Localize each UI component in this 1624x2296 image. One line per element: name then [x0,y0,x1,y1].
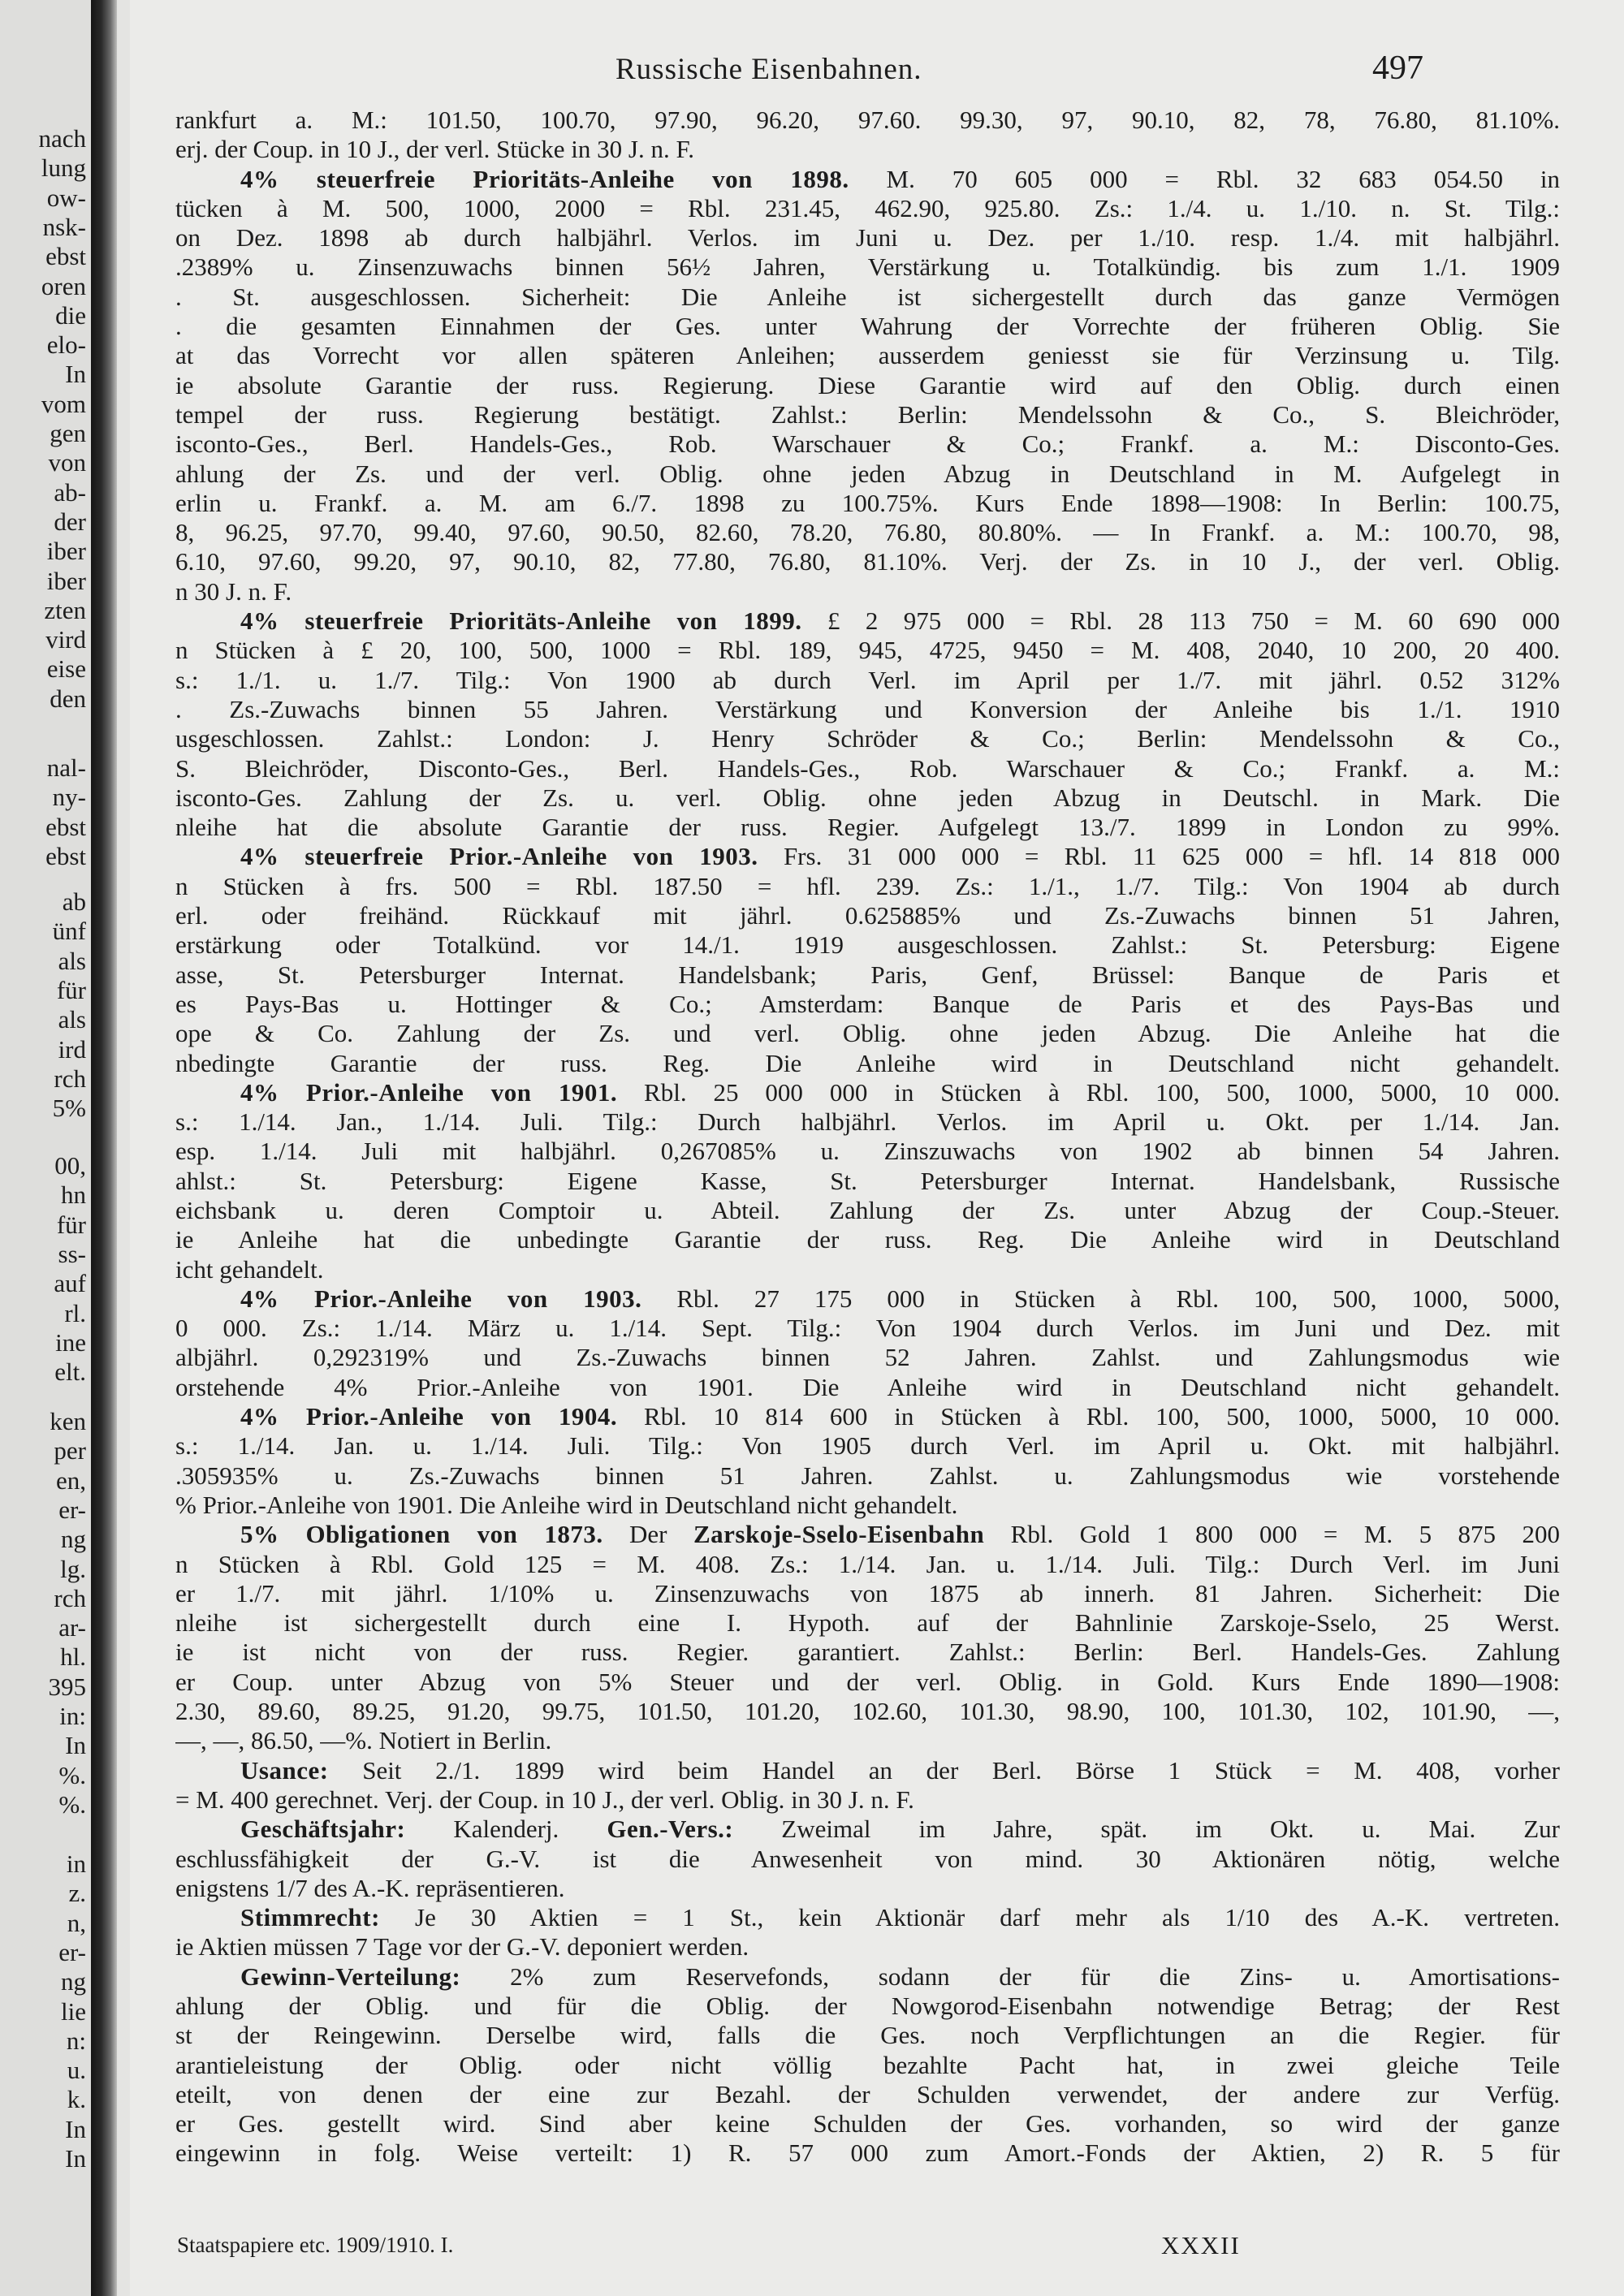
footer-sheet-number: XXXII [1161,2231,1241,2259]
text-run: ahlung der Zs. und der verl. Oblig. ohne jeden Abzug in Deutschland in M. Aufgelegt in [175,459,1560,488]
text-line [175,165,1560,194]
heading-run: 4% [240,1077,279,1107]
text-run: s.: 1./14. Jan., 1./14. Juli. Tilg.: Durch halbjährl. Verlos. im April u. Okt. per 1./14. Jan. [175,1107,1560,1137]
margin-fragment: lg. [60,1554,86,1583]
margin-fragment: ny- [52,783,86,812]
margin-fragment: lung [41,153,86,183]
heading-run: steuerfreie Prioritäts-Anleihe von 1898. [279,164,849,193]
text-run: % Prior.-Anleihe von 1901. Die Anleihe wird in Deutschland nicht gehandelt. [175,1490,958,1519]
text-run: ie ist nicht von der russ. Regier. garantiert. Zahlst.: Berlin: Berl. Handels-Ges. Zahlung [175,1638,1560,1667]
text-line [175,283,1560,312]
text-run: erstärkung oder Totalkünd. vor 14./1. 1919 ausgeschlossen. Zahlst.: St. Petersburg: Eigene [175,930,1560,960]
margin-fragment: en, [55,1465,86,1495]
text-run: ahlst.: St. Petersburg: Eigene Kasse, St. Petersburger Internat. Handelsbank, Russische [175,1166,1560,1195]
text-line [175,1049,1560,1078]
heading-run: 4% [240,1284,279,1313]
text-run: n Stücken à Rbl. Gold 125 = M. 408. Zs.: 1./14. Jan. u. 1./14. Juli. Tilg.: Durch Verl. im Juni [175,1549,1560,1578]
text-line [175,1167,1560,1196]
text-line [175,990,1560,1019]
text-run: Rbl. 25 000 000 in Stücken à Rbl. 100, 500, 1000, 5000, 10 000. [617,1077,1560,1107]
text-run: eichsbank u. deren Comptoir u. Abteil. Zahlung der Zs. unter Abzug der Coup.-Steuer. [175,1195,1560,1224]
margin-fragment: ebst [45,812,86,841]
text-run: nbedingte Garantie der russ. Reg. Die Anleihe wird in Deutschland nicht gehandelt. [175,1048,1560,1077]
text-line [175,312,1560,341]
margin-fragment: rch [54,1583,86,1612]
margin-fragment: ird [58,1034,86,1064]
text-line [175,1520,1560,1549]
margin-fragment: In [65,1731,86,1760]
text-run: Rbl. 27 175 000 in Stücken à Rbl. 100, 500, 1000, 5000, [641,1284,1560,1313]
margin-fragment: ebst [45,841,86,870]
text-line [175,1284,1560,1314]
heading-run: 4% [240,606,279,636]
text-line [175,1373,1560,1402]
margin-fragment: 395 [48,1672,86,1701]
text-run: erl. oder freihänd. Rückkauf mit jährl. 0.625885% und Zs.-Zuwachs binnen 51 Jahren, [175,901,1560,930]
margin-fragment: hl. [60,1642,86,1672]
text-run: ie Aktien müssen 7 Tage vor der G.-V. deponiert werden. [175,1932,749,1962]
text-line [175,429,1560,459]
text-line [175,1225,1560,1254]
text-run: Je 30 Aktien = 1 St., kein Aktionär darf mehr als 1/10 des A.-K. vertreten. [379,1903,1560,1932]
text-line [175,783,1560,813]
margin-fragment: 00, [54,1151,86,1180]
heading-run: steuerfreie Prior.-Anleihe von 1903. [279,842,758,871]
text-run: er Ges. gestellt wird. Sind aber keine Schulden der Ges. vorhanden, so wird der ganze [175,2109,1560,2138]
text-run: es Pays-Bas u. Hottinger & Co.; Amsterdam: Banque de Paris et des Pays-Bas und [175,989,1560,1018]
text-line [175,960,1560,990]
margin-fragment: ab [62,887,86,916]
text-line [175,1107,1560,1137]
text-run: 2% zum Reservefonds, sodann der für die Zins- u. Amortisations- [460,1962,1560,1991]
margin-fragment: ar- [58,1613,86,1642]
margin-fragment: als [58,1005,86,1034]
text-line [175,135,1560,164]
text-run: = M. 400 gerechnet. Verj. der Coup. in 10 J., der verl. Oblig. in 30 J. n. F. [175,1785,914,1814]
margin-fragment: zten [44,595,86,624]
text-line [175,2080,1560,2109]
heading-run: Prior.-Anleihe von 1903. [279,1284,642,1313]
text-line [175,1402,1560,1431]
text-line [175,223,1560,252]
footer-signature: Staatspapiere etc. 1909/1910. I. [177,2233,454,2257]
text-line [175,901,1560,930]
margin-fragment: n, [67,1908,86,1937]
text-run: .2389% u. Zinsenzuwachs binnen 56½ Jahren, Verstärkung u. Totalkündig. bis zum 1./1. 1909 [175,252,1560,282]
text-line [175,371,1560,400]
text-run: M. 70 605 000 = Rbl. 32 683 054.50 in [849,164,1560,193]
text-run: ie absolute Garantie der russ. Regierung. Diese Garantie wird auf den Oblig. durch einen [175,370,1560,399]
margin-fragment: rl. [64,1298,86,1327]
text-line [175,1726,1560,1755]
margin-fragment: ken [50,1407,86,1435]
text-line [175,842,1560,871]
text-run: 0 000. Zs.: 1./14. März u. 1./14. Sept. Tilg.: Von 1904 durch Verlos. im Juni und Dez. mit [175,1314,1560,1343]
running-header: Russische Eisenbahnen. [615,53,922,86]
text-line [175,1078,1560,1107]
text-run: isconto-Ges., Berl. Handels-Ges., Rob. Warschauer & Co.; Frankf. a. M.: Disconto-Ges. [175,429,1560,459]
text-run: Rbl. 10 814 600 in Stücken à Rbl. 100, 500, 1000, 5000, 10 000. [617,1402,1560,1431]
heading-run: steuerfreie Prioritäts-Anleihe von 1899. [279,606,802,636]
text-line [175,341,1560,370]
margin-fragment: rch [54,1064,86,1093]
text-run: Frs. 31 000 000 = Rbl. 11 625 000 = hfl. 14 818 000 [758,842,1560,871]
body-text [175,106,1560,2169]
text-line [175,1992,1560,2021]
margin-fragment: ss- [58,1239,86,1268]
document-page [130,0,1624,2296]
text-run: £ 2 975 000 = Rbl. 28 113 750 = M. 60 690 000 [801,606,1560,636]
margin-fragment: %. [58,1789,86,1819]
margin-fragment: iber [46,537,86,566]
text-line [175,1668,1560,1697]
text-run: —, —, 86.50, —%. Notiert in Berlin. [175,1726,552,1755]
text-run: enigstens 1/7 des A.-K. repräsentieren. [175,1873,565,1902]
text-line [175,400,1560,429]
text-run: 6.10, 97.60, 99.20, 97, 90.10, 82, 77.80, 76.80, 81.10%. Verj. der Zs. in 10 J., der verl. Oblig. [175,547,1560,576]
heading-run: Prior.-Anleihe von 1901. [279,1077,618,1107]
text-line [175,1845,1560,1874]
margin-fragment: n: [66,2026,86,2055]
text-run: n 30 J. n. F. [175,576,292,606]
margin-fragment: 5% [52,1094,86,1123]
margin-fragment: als [58,946,86,975]
text-line [175,1491,1560,1520]
text-run: 8, 96.25, 97.70, 99.40, 97.60, 90.50, 82.60, 78.20, 76.80, 80.80%. — In Frankf. a. M.: 100.70, 98, [175,518,1560,547]
margin-fragment: eise [46,654,86,684]
text-line [175,2138,1560,2168]
margin-fragment: In [65,2114,86,2143]
text-run: rankfurt a. M.: 101.50, 100.70, 97.90, 96.20, 97.60. 99.30, 97, 90.10, 82, 78, 76.80, 81.10%. [175,106,1560,134]
margin-fragment: ow- [46,183,86,212]
margin-fragment: ab- [54,477,86,507]
text-run: usgeschlossen. Zahlst.: London: J. Henry Schröder & Co.; Berlin: Mendelssohn & Co., [175,724,1560,753]
text-line [175,1461,1560,1491]
text-run: er Coup. unter Abzug von 5% Steuer und der verl. Oblig. in Gold. Kurs Ende 1890—1908: [175,1667,1560,1696]
text-line [175,1550,1560,1579]
text-line [175,1314,1560,1343]
margin-fragment: In [65,2144,86,2173]
text-line [175,194,1560,223]
text-run: n Stücken à frs. 500 = Rbl. 187.50 = hfl. 239. Zs.: 1./1., 1./7. Tilg.: Von 1904 ab durch [175,871,1560,900]
heading-run: 4% [240,164,279,193]
margin-fragment: u. [67,2056,86,2085]
margin-fragment: hn [61,1180,86,1210]
margin-fragment: nal- [46,753,86,782]
text-run: ie Anleihe hat die unbedingte Garantie der russ. Reg. Die Anleihe wird in Deutschland [175,1225,1560,1254]
text-line [175,1815,1560,1844]
margin-fragment: elt. [54,1357,86,1387]
text-line [175,1608,1560,1638]
text-line [175,518,1560,547]
margin-fragment: In [65,360,86,389]
text-line [175,1903,1560,1932]
margin-fragment: er- [58,1937,86,1966]
text-run: Zweimal im Jahre, spät. im Okt. u. Mai. Zur [733,1815,1560,1844]
text-line [175,1431,1560,1461]
text-line [175,1579,1560,1608]
margin-fragment: ünf [52,917,86,946]
text-line [175,1343,1560,1372]
heading-run: Obligationen von 1873. [279,1520,603,1549]
text-run: Kalenderj. [405,1815,607,1844]
text-run: eschlussfähigkeit der G.-V. ist die Anwesenheit von mind. 30 Aktionären nötig, welche [175,1844,1560,1873]
text-line [175,606,1560,636]
text-run: Rbl. Gold 1 800 000 = M. 5 875 200 [984,1520,1560,1549]
margin-fragment: vird [45,625,86,654]
text-line [175,1756,1560,1785]
margin-fragment: k. [67,2085,86,2114]
margin-fragment: der [54,507,86,536]
text-run: erj. der Coup. in 10 J., der verl. Stücke in 30 J. n. F. [175,135,694,164]
text-run: arantieleistung der Oblig. oder nicht völlig bezahlte Pacht hat, in zwei gleiche Teile [175,2050,1560,2079]
margin-fragment: iber [46,566,86,595]
text-line [175,489,1560,518]
text-run: st der Reingewinn. Derselbe wird, falls die Ges. noch Verpflichtungen an die Regier. für [175,2021,1560,2050]
heading-run: Gewinn-Verteilung: [240,1962,461,1991]
text-run: orstehende 4% Prior.-Anleihe von 1901. Die Anleihe wird in Deutschland nicht gehandelt. [175,1372,1560,1401]
text-line [175,930,1560,960]
text-line [175,1785,1560,1815]
margin-fragment: ebst [45,242,86,271]
text-run: eingewinn in folg. Weise verteilt: 1) R. 57 000 zum Amort.-Fonds der Aktien, 2) R. 5 für [175,2138,1560,2168]
heading-run: 5% [240,1520,279,1549]
text-line [175,252,1560,282]
text-run: S. Bleichröder, Disconto-Ges., Berl. Handels-Ges., Rob. Warschauer & Co.; Frankf. a. M.: [175,753,1560,783]
margin-fragment: ng [61,1967,86,1996]
text-run: . die gesamten Einnahmen der Ges. unter Wahrung der Vorrechte der früheren Oblig. Sie [175,312,1560,341]
text-run: s.: 1./1. u. 1./7. Tilg.: Von 1900 ab durch Verl. im April per 1./7. mit jährl. 0.52 312% [175,665,1560,694]
margin-fragment: gen [50,419,86,447]
margin-fragment: elo- [46,330,86,360]
heading-run: Geschäftsjahr: [240,1815,406,1844]
text-run: tücken à M. 500, 1000, 2000 = Rbl. 231.45, 462.90, 925.80. Zs.: 1./4. u. 1./10. n. St. Tilg.: [175,193,1560,222]
text-line [175,1196,1560,1225]
text-run: Seit 2./1. 1899 wird beim Handel an der Berl. Börse 1 Stück = M. 408, vorher [328,1755,1560,1785]
text-line [175,2051,1560,2080]
text-line [175,577,1560,606]
margin-fragment: vom [41,389,86,418]
text-run: ope & Co. Zahlung der Zs. und verl. Oblig. ohne jeden Abzug. Die Anleihe hat die [175,1019,1560,1048]
heading-run: 4% [240,842,279,871]
margin-fragment: z. [68,1879,86,1908]
margin-fragment: oren [41,271,86,300]
text-run: er 1./7. mit jährl. 1/10% u. Zinsenzuwachs von 1875 ab innerh. 81 Jahren. Sicherheit: Die [175,1578,1560,1608]
text-run: on Dez. 1898 ab durch halbjährl. Verlos. im Juni u. Dez. per 1./10. resp. 1./4. mit halbjährl. [175,223,1560,252]
book-gutter-shadow [91,0,117,2296]
text-run: erlin u. Frankf. a. M. am 6./7. 1898 zu 100.75%. Kurs Ende 1898—1908: In Berlin: 100.75, [175,488,1560,517]
text-run: esp. 1./14. Juli mit halbjährl. 0,267085% u. Zinszuwachs von 1902 ab binnen 54 Jahren. [175,1137,1560,1166]
text-run: isconto-Ges. Zahlung der Zs. u. verl. Oblig. ohne jeden Abzug in Deutschl. in Mark. Die [175,783,1560,812]
text-line [175,636,1560,665]
text-line [175,724,1560,753]
margin-fragment: er- [58,1495,86,1524]
text-run: at das Vorrecht vor allen späteren Anleihen; ausserdem geniesst sie für Verzinsung u. Tilg. [175,341,1560,370]
text-run: nleihe ist sichergestellt durch eine I. Hypoth. auf der Bahnlinie Zarskoje-Sselo, 25 Werst. [175,1608,1560,1638]
text-run: ahlung der Oblig. und für die Oblig. der Nowgorod-Eisenbahn notwendige Betrag; der Rest [175,1992,1560,2020]
previous-page-edge [0,0,91,2296]
heading-run: Zarskoje-Sselo-Eisenbahn [693,1520,985,1549]
margin-fragment: in [66,1849,86,1878]
text-line [175,1019,1560,1048]
text-line [175,1932,1560,1962]
margin-fragment: für [56,975,86,1004]
margin-fragment: nach [38,124,86,153]
text-line [175,2109,1560,2138]
text-line [175,872,1560,901]
text-line [175,1962,1560,1992]
text-run: nleihe hat die absolute Garantie der russ. Regier. Aufgelegt 13./7. 1899 in London zu 99%. [175,813,1560,842]
text-run: 2.30, 89.60, 89.25, 91.20, 99.75, 101.50, 101.20, 102.60, 101.30, 98.90, 100, 101.30, 102, 101.90, —, [175,1697,1560,1726]
text-run: asse, St. Petersburger Internat. Handelsbank; Paris, Genf, Brüssel: Banque de Paris et [175,960,1560,989]
text-line [175,460,1560,489]
text-run: tempel der russ. Regierung bestätigt. Zahlst.: Berlin: Mendelssohn & Co., S. Bleichröder, [175,399,1560,429]
text-run: icht gehandelt. [175,1254,324,1284]
margin-fragment: den [50,684,86,713]
text-run: eteilt, von denen der eine zur Bezahl. der Schulden verwendet, der andere zur Verfüg. [175,2079,1560,2108]
text-run: . Zs.-Zuwachs binnen 55 Jahren. Verstärkung und Konversion der Anleihe bis 1./1. 1910 [175,694,1560,723]
heading-run: 4% [240,1402,279,1431]
text-line [175,547,1560,576]
text-run: . St. ausgeschlossen. Sicherheit: Die Anleihe ist sichergestellt durch das ganze Vermögen [175,282,1560,311]
text-run: .305935% u. Zs.-Zuwachs binnen 51 Jahren. Zahlst. u. Zahlungsmodus wie vorstehende [175,1461,1560,1490]
margin-fragment: die [55,300,86,330]
text-run: n Stücken à £ 20, 100, 500, 1000 = Rbl. 189, 945, 4725, 9450 = M. 408, 2040, 10 200, 20 400. [175,636,1560,665]
text-line [175,666,1560,695]
text-line [175,695,1560,724]
text-line [175,1137,1560,1166]
heading-run: Gen.-Vers.: [607,1815,734,1844]
text-line [175,1255,1560,1284]
margin-fragment: von [48,448,86,477]
text-line [175,1638,1560,1667]
margin-fragment: auf [54,1269,86,1298]
margin-fragment: ine [55,1327,86,1357]
text-line [175,813,1560,842]
margin-fragment: ng [61,1525,86,1554]
margin-fragment: nsk- [42,212,86,241]
margin-fragment: lie [61,1996,86,2026]
text-run: s.: 1./14. Jan. u. 1./14. Juli. Tilg.: Von 1905 durch Verl. im April u. Okt. mit halbjährl. [175,1431,1560,1461]
margin-fragment: per [54,1436,86,1465]
margin-fragment: %. [58,1760,86,1789]
heading-run: Stimmrecht: [240,1903,380,1932]
margin-fragment: für [56,1210,86,1239]
text-run: albjährl. 0,292319% und Zs.-Zuwachs binnen 52 Jahren. Zahlst. und Zahlungsmodus wie [175,1343,1560,1372]
page-number: 497 [1372,50,1423,87]
margin-fragment: in: [59,1702,86,1730]
text-line [175,1697,1560,1726]
heading-run: Usance: [240,1755,329,1785]
text-line [175,2021,1560,2050]
heading-run: Prior.-Anleihe von 1904. [279,1402,618,1431]
text-run: Der [603,1520,693,1549]
text-line [175,1874,1560,1903]
text-line [175,754,1560,783]
text-line [175,106,1560,135]
